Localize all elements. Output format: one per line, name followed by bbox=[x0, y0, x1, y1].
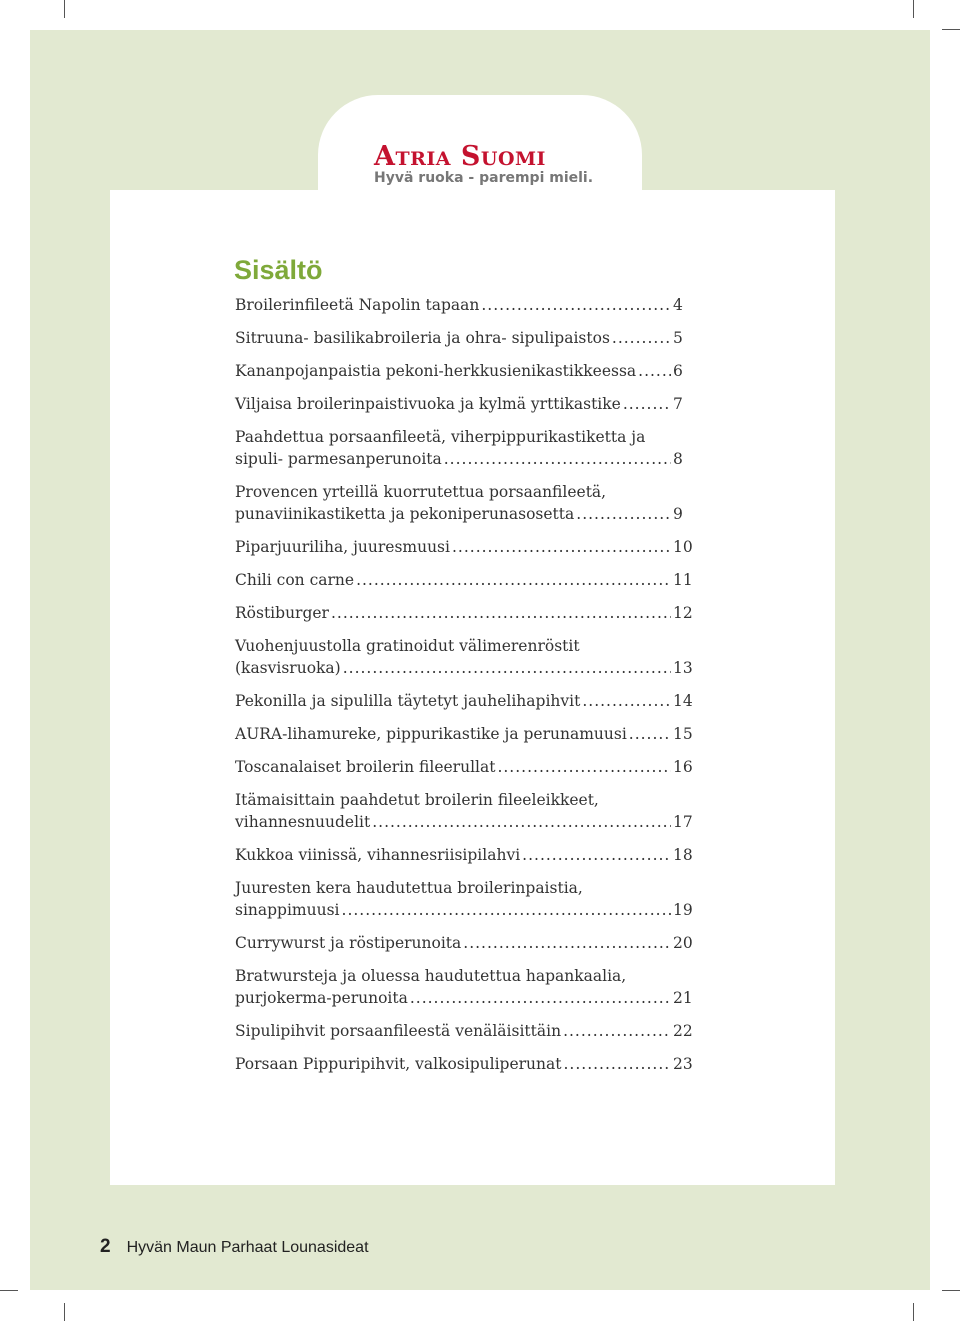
toc-page-number: 10 bbox=[673, 538, 693, 556]
toc-dot-leader bbox=[629, 723, 671, 745]
toc-entry-line bbox=[235, 965, 695, 987]
toc-entry bbox=[235, 360, 695, 382]
toc-entry-title: Toscanalaiset broilerin fileerullat bbox=[235, 758, 496, 776]
toc-entry-title: Vuohenjuustolla gratinoidut välimerenröstit bbox=[235, 637, 580, 655]
toc-dot-leader bbox=[342, 899, 671, 921]
toc-entry-line bbox=[235, 481, 695, 503]
toc-entry bbox=[235, 481, 695, 525]
toc-page-number: 9 bbox=[673, 505, 683, 523]
table-of-contents bbox=[235, 294, 695, 1086]
crop-mark bbox=[913, 1303, 914, 1321]
toc-page-number: 17 bbox=[673, 813, 693, 831]
toc-entry-line bbox=[235, 602, 695, 624]
toc-entry bbox=[235, 1020, 695, 1042]
toc-dot-leader bbox=[582, 690, 671, 712]
toc-entry-line bbox=[235, 360, 695, 382]
toc-entry-title: Kananpojanpaistia pekoni-herkkusienikastikkeessa bbox=[235, 362, 637, 380]
crop-mark bbox=[0, 1290, 18, 1291]
toc-page-number: 16 bbox=[673, 758, 693, 776]
toc-page-number: 7 bbox=[673, 395, 683, 413]
toc-page-number: 23 bbox=[673, 1055, 693, 1073]
toc-entry-title: Bratwursteja ja oluessa haudutettua hapankaalia, bbox=[235, 967, 627, 985]
toc-entry-title: Chili con carne bbox=[235, 571, 355, 589]
toc-entry-title: Currywurst ja röstiperunoita bbox=[235, 934, 462, 952]
toc-entry-line bbox=[235, 690, 695, 712]
toc-entry bbox=[235, 844, 695, 866]
toc-page-number: 4 bbox=[673, 296, 683, 314]
toc-entry-line bbox=[235, 503, 695, 525]
toc-entry-line bbox=[235, 844, 695, 866]
toc-entry-title: Itämaisittain paahdetut broilerin fileeleikkeet, bbox=[235, 791, 599, 809]
toc-entry-title: (kasvisruoka) bbox=[235, 659, 341, 677]
toc-entry-title: purjokerma-perunoita bbox=[235, 989, 408, 1007]
toc-entry-title: sinappimuusi bbox=[235, 901, 340, 919]
toc-page-number: 13 bbox=[673, 659, 693, 677]
toc-entry-line bbox=[235, 811, 695, 833]
toc-dot-leader bbox=[372, 811, 671, 833]
logo-tagline: Hyvä ruoka - parempi mieli. bbox=[374, 170, 594, 186]
toc-entry-line bbox=[235, 789, 695, 811]
toc-entry-line bbox=[235, 756, 695, 778]
toc-entry-line bbox=[235, 877, 695, 899]
crop-mark bbox=[913, 0, 914, 18]
toc-entry-line bbox=[235, 932, 695, 954]
toc-entry-line bbox=[235, 657, 695, 679]
toc-entry bbox=[235, 723, 695, 745]
toc-entry bbox=[235, 690, 695, 712]
toc-dot-leader bbox=[522, 844, 671, 866]
toc-page-number: 20 bbox=[673, 934, 693, 952]
toc-entry-title: Porsaan Pippuripihvit, valkosipuliperunat bbox=[235, 1055, 562, 1073]
toc-entry bbox=[235, 393, 695, 415]
toc-page-number: 6 bbox=[673, 362, 683, 380]
toc-dot-leader bbox=[612, 327, 671, 349]
toc-entry bbox=[235, 327, 695, 349]
toc-entry-title: Röstiburger bbox=[235, 604, 329, 622]
toc-page-number: 14 bbox=[673, 692, 693, 710]
toc-entry-line bbox=[235, 426, 695, 448]
toc-entry bbox=[235, 756, 695, 778]
publication-title: Hyvän Maun Parhaat Lounasideat bbox=[126, 1239, 369, 1256]
toc-entry-line bbox=[235, 1053, 695, 1075]
toc-entry-line bbox=[235, 1020, 695, 1042]
toc-entry-title: Piparjuuriliha, juuresmuusi bbox=[235, 538, 450, 556]
toc-entry-title: Viljaisa broilerinpaistivuoka ja kylmä yrttikastike bbox=[235, 395, 621, 413]
toc-entry-title: Sipulipihvit porsaanfileestä venäläisittäin bbox=[235, 1022, 562, 1040]
toc-entry-title: Juuresten kera haudutettua broilerinpaistia, bbox=[235, 879, 583, 897]
toc-entry-title: vihannesnuudelit bbox=[235, 813, 371, 831]
toc-dot-leader bbox=[563, 1053, 671, 1075]
toc-page-number: 11 bbox=[673, 571, 693, 589]
toc-entry-line bbox=[235, 393, 695, 415]
toc-entry bbox=[235, 789, 695, 833]
crop-mark bbox=[64, 1303, 65, 1321]
toc-dot-leader bbox=[356, 569, 671, 591]
toc-page-number: 15 bbox=[673, 725, 693, 743]
toc-page-number: 22 bbox=[673, 1022, 693, 1040]
toc-entry-title: AURA-lihamureke, pippurikastike ja perunamuusi bbox=[235, 725, 627, 743]
toc-entry bbox=[235, 965, 695, 1009]
toc-dot-leader bbox=[452, 536, 671, 558]
toc-dot-leader bbox=[497, 756, 671, 778]
toc-entry-line bbox=[235, 987, 695, 1009]
toc-entry bbox=[235, 602, 695, 624]
crop-mark bbox=[942, 29, 960, 30]
toc-page-number: 5 bbox=[673, 329, 683, 347]
toc-page-number: 12 bbox=[673, 604, 693, 622]
toc-entry-line bbox=[235, 536, 695, 558]
toc-dot-leader bbox=[623, 393, 671, 415]
toc-dot-leader bbox=[463, 932, 671, 954]
toc-entry-title: Kukkoa viinissä, vihannesriisipilahvi bbox=[235, 846, 521, 864]
toc-entry-line bbox=[235, 569, 695, 591]
toc-page-number: 18 bbox=[673, 846, 693, 864]
toc-entry-title: sipuli- parmesanperunoita bbox=[235, 450, 442, 468]
toc-entry bbox=[235, 426, 695, 470]
toc-entry-line bbox=[235, 327, 695, 349]
toc-page-number: 19 bbox=[673, 901, 693, 919]
toc-entry bbox=[235, 536, 695, 558]
toc-entry-line bbox=[235, 294, 695, 316]
toc-entry-title: Broilerinfileetä Napolin tapaan bbox=[235, 296, 480, 314]
logo-brand: Atria Suomi bbox=[374, 141, 546, 172]
toc-entry-line bbox=[235, 723, 695, 745]
toc-entry-title: Pekonilla ja sipulilla täytetyt jauhelihapihvit bbox=[235, 692, 581, 710]
page-footer bbox=[100, 1236, 369, 1258]
toc-page-number: 21 bbox=[673, 989, 693, 1007]
toc-dot-leader bbox=[638, 360, 671, 382]
page-number: 2 bbox=[100, 1236, 111, 1257]
toc-entry bbox=[235, 569, 695, 591]
crop-mark bbox=[64, 0, 65, 18]
toc-dot-leader bbox=[343, 657, 671, 679]
toc-entry-line bbox=[235, 635, 695, 657]
crop-mark bbox=[942, 1290, 960, 1291]
toc-entry bbox=[235, 877, 695, 921]
page-title: Sisältö bbox=[234, 255, 323, 285]
toc-page-number: 8 bbox=[673, 450, 683, 468]
toc-dot-leader bbox=[563, 1020, 671, 1042]
toc-dot-leader bbox=[576, 503, 671, 525]
atria-suomi-logo bbox=[374, 142, 604, 186]
toc-entry bbox=[235, 932, 695, 954]
toc-entry-title: Paahdettua porsaanfileetä, viherpippurikastiketta ja bbox=[235, 428, 646, 446]
toc-entry-line bbox=[235, 899, 695, 921]
toc-dot-leader bbox=[444, 448, 671, 470]
toc-entry bbox=[235, 635, 695, 679]
toc-dot-leader bbox=[331, 602, 671, 624]
toc-entry-title: Provencen yrteillä kuorrutettua porsaanfileetä, bbox=[235, 483, 607, 501]
toc-dot-leader bbox=[410, 987, 671, 1009]
toc-dot-leader bbox=[481, 294, 671, 316]
toc-entry-title: punaviinikastiketta ja pekoniperunasosetta bbox=[235, 505, 575, 523]
toc-entry-title: Sitruuna- basilikabroileria ja ohra- sipulipaistos bbox=[235, 329, 610, 347]
toc-entry bbox=[235, 294, 695, 316]
toc-entry-line bbox=[235, 448, 695, 470]
toc-entry bbox=[235, 1053, 695, 1075]
